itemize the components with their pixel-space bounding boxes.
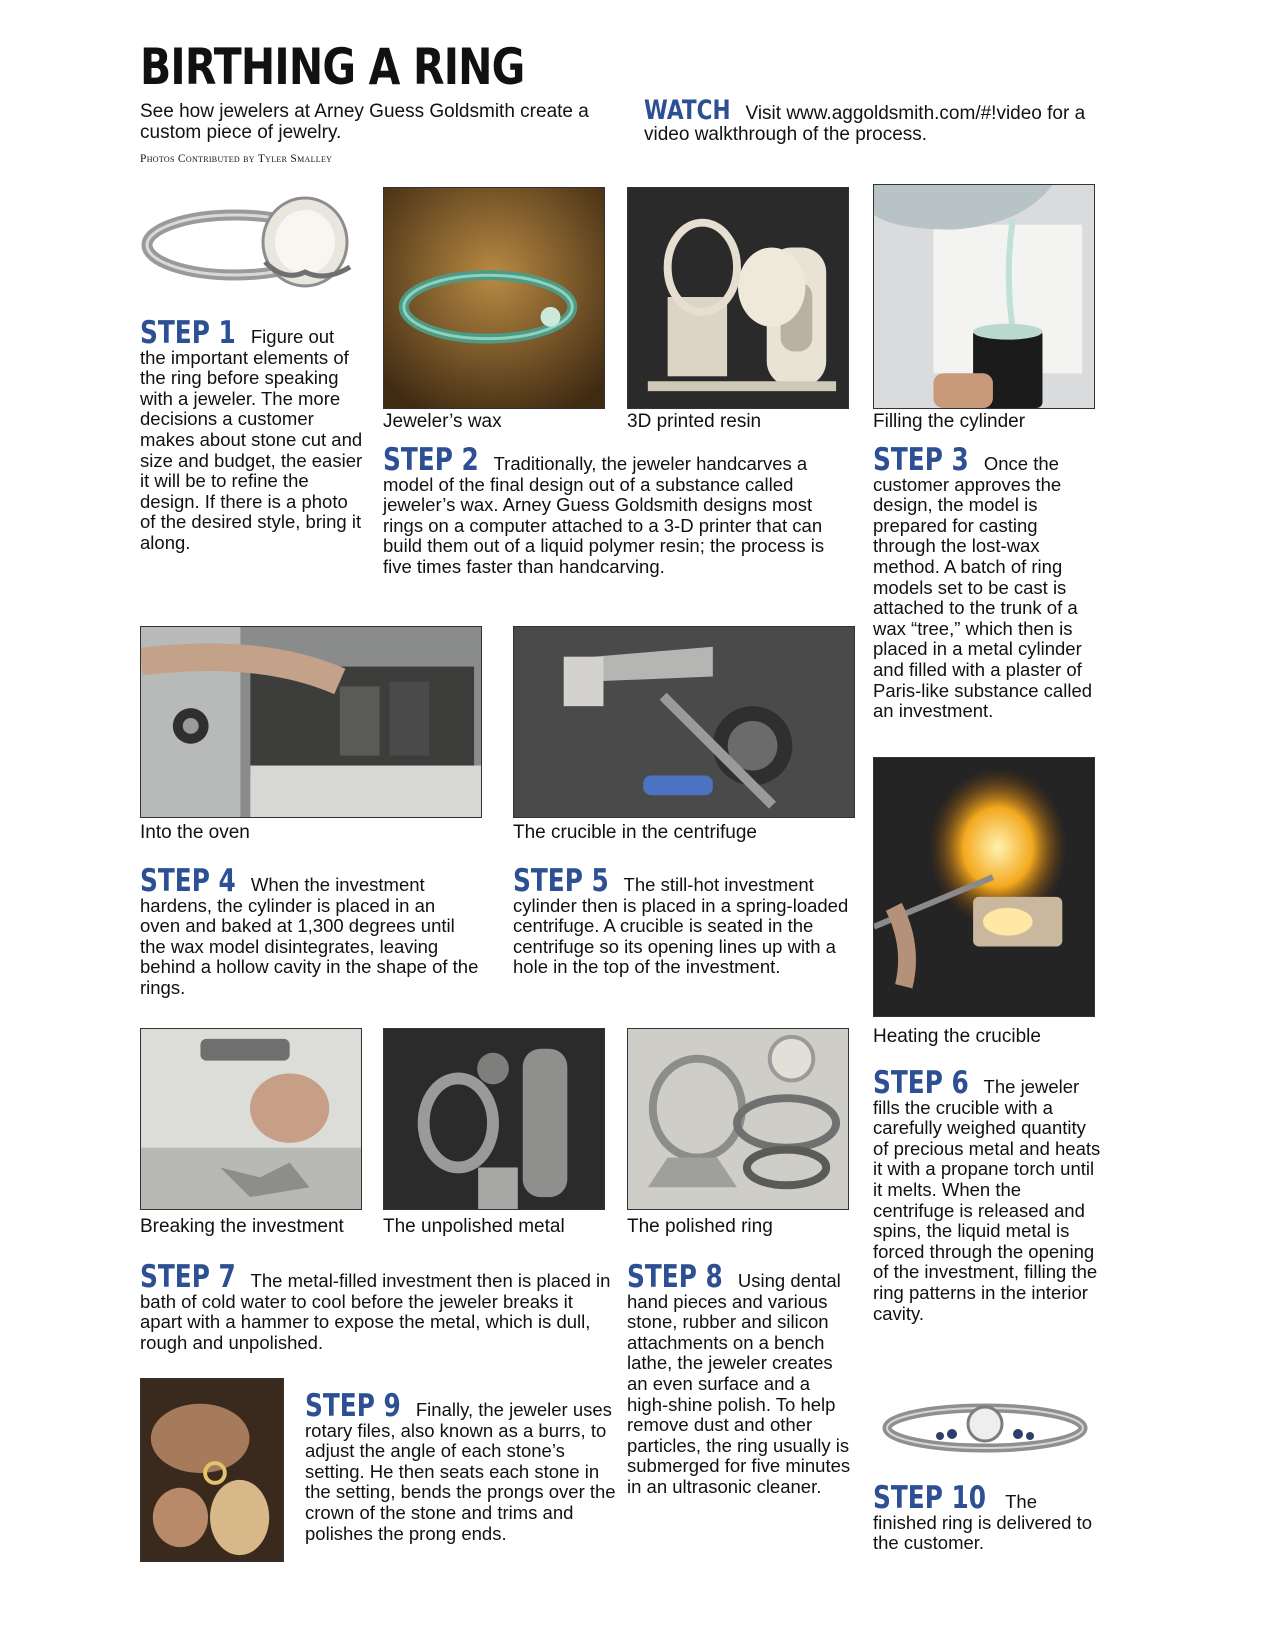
step-6 (873, 1065, 1103, 1324)
photo-polished-ring (627, 1028, 849, 1210)
step-10-label: STEP 10 (873, 1480, 987, 1516)
caption-jewelers-wax: Jeweler’s wax (383, 411, 502, 432)
caption-crucible-centrifuge: The crucible in the centrifuge (513, 822, 757, 843)
watch-callout (644, 95, 1114, 145)
step-4-text: When the investment hardens, the cylinder is placed in an oven and baked at 1,300 degrees until the wax model disintegrates, leaving behind a hollow cavity in the shape of the rings. (140, 874, 479, 998)
page-title: BIRTHING A RING (140, 38, 525, 96)
step-6-text: The jeweler fills the crucible with a carefully weighed quantity of precious metal and heats it with a propane torch until it melts. When the centrifuge is released and spins, the liquid metal is forced through the opening of the investment, filling the ring patterns in the interior cavity. (873, 1076, 1101, 1324)
photo-filling-cylinder (873, 184, 1095, 409)
caption-filling-cylinder: Filling the cylinder (873, 411, 1026, 432)
photo-heating-crucible (873, 757, 1095, 1017)
step-8-text: Using dental hand pieces and various stone, rubber and silicon attachments on a bench lathe, the jeweler creates an even surface and a high-shine polish. To help remove dust and other particles, the ring usually is submerged for five minutes in an ultrasonic cleaner. (627, 1270, 851, 1497)
step-5 (513, 863, 858, 978)
watch-label: WATCH (644, 95, 731, 126)
step-7-label: STEP 7 (140, 1259, 236, 1295)
photo-3d-printed-resin (627, 187, 849, 409)
step-9-text: Finally, the jeweler uses rotary files, also known as a burrs, to adjust the angle of each stone’s setting. He then seats each stone in the setting, bends the prongs over the crown of the stone and trims and polishes the prong ends. (305, 1399, 616, 1544)
caption-breaking-investment: Breaking the investment (140, 1216, 344, 1237)
step-5-label: STEP 5 (513, 863, 609, 899)
page-subtitle: See how jewelers at Arney Guess Goldsmith create a custom piece of jewelry. (140, 101, 589, 143)
caption-heating-crucible: Heating the crucible (873, 1026, 1041, 1047)
caption-polished-ring: The polished ring (627, 1216, 773, 1237)
photo-breaking-investment (140, 1028, 362, 1210)
photo-into-oven (140, 626, 482, 818)
photo-design-ring (140, 187, 362, 312)
step-6-label: STEP 6 (873, 1065, 969, 1101)
photo-unpolished-metal (383, 1028, 605, 1210)
step-7-text: The metal-filled investment then is placed in bath of cold water to cool before the jeweler breaks it apart with a hammer to expose the metal, which is dull, rough and unpolished. (140, 1270, 611, 1353)
step-8-label: STEP 8 (627, 1259, 723, 1295)
step-3-text: Once the customer approves the design, the model is prepared for casting through the lost-wax method. A batch of ring models set to be cast is attached to the trunk of a wax “tree,” which then is placed in a metal cylinder and filled with a plaster of Paris-like substance called an investment. (873, 453, 1093, 722)
step-3 (873, 442, 1103, 722)
step-4-label: STEP 4 (140, 863, 236, 899)
step-4 (140, 863, 480, 999)
photo-crucible-centrifuge (513, 626, 855, 818)
step-2 (383, 442, 853, 578)
photo-setting-stones (140, 1378, 284, 1562)
watch-text: Visit www.aggoldsmith.com/#!video for a video walkthrough of the process. (644, 103, 1086, 145)
step-3-label: STEP 3 (873, 442, 969, 478)
caption-unpolished-metal: The unpolished metal (383, 1216, 565, 1237)
step-10-text: The finished ring is delivered to the customer. (873, 1491, 1093, 1554)
step-2-text: Traditionally, the jeweler handcarves a model of the final design out of a substance called jeweler’s wax. Arney Guess Goldsmith designs most rings on a computer attached to a 3-D printer that can build them out of a liquid polymer resin; the process is five times faster than handcarving. (383, 453, 825, 577)
step-1-label: STEP 1 (140, 315, 236, 351)
photo-credit: Photos Contributed by Tyler Smalley (140, 153, 333, 165)
step-1-text: Figure out the important elements of the ring before speaking with a jeweler. The more decisions a customer makes about stone cut and size and budget, the easier it will be to refine the design. If there is a photo of the desired style, bring it along. (140, 326, 363, 553)
step-8 (627, 1259, 852, 1498)
step-9-label: STEP 9 (305, 1388, 401, 1424)
step-7 (140, 1259, 620, 1353)
photo-finished-ring (880, 1390, 1090, 1462)
step-1 (140, 315, 364, 554)
caption-3d-printed-resin: 3D printed resin (627, 411, 762, 432)
step-2-label: STEP 2 (383, 442, 479, 478)
caption-into-oven: Into the oven (140, 822, 250, 843)
step-5-text: The still-hot investment cylinder then is placed in a spring-loaded centrifuge. A crucible is seated in the centrifuge so its opening lines up with a hole in the top of the investment. (513, 874, 849, 978)
step-10 (873, 1480, 1105, 1554)
photo-jewelers-wax (383, 187, 605, 409)
step-9 (305, 1388, 620, 1544)
